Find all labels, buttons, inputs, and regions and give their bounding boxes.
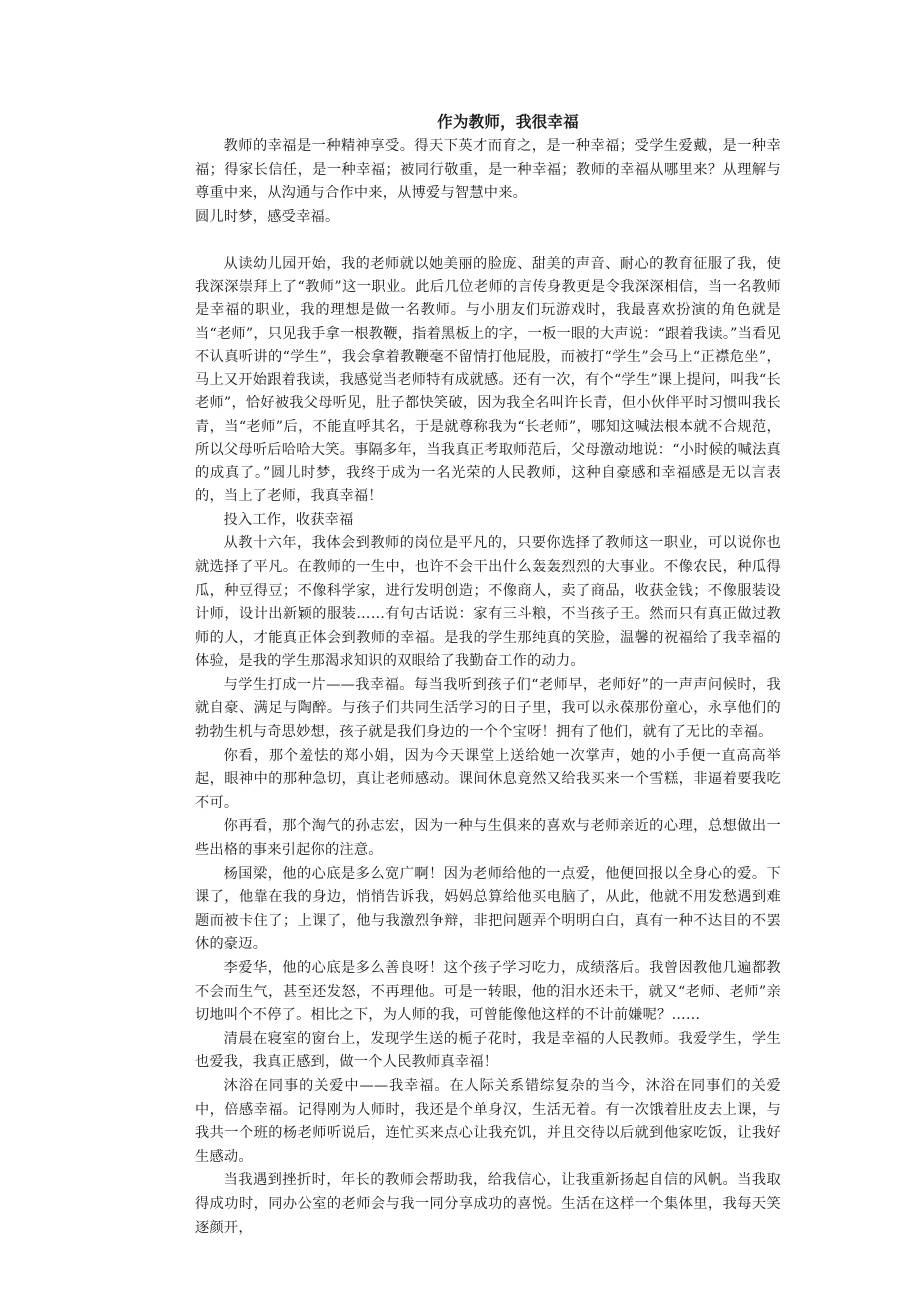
paragraph-zheng-xiaojuan: 你看，那个羞怯的郑小娟，因为今天课堂上送给她一次掌声，她的小手便一直高高举起，眼神中的那种急切，真让老师感动。课间休息竟然又给我买来一个雪糕，非逼着要我吃不可。: [195, 747, 781, 811]
paragraph-li-aihua: 李爱华，他的心底是多么善良呀！这个孩子学习吃力，成绩落后。我曾因教他几遍都教不会而生气，甚至还发怒，不再理他。可是一转眼，他的泪水还未干，就又“老师、老师”亲切地叫个不停了。相比之下，为人师的我，可曾能像他这样的不计前嫌呢？……: [195, 960, 781, 1024]
document-body: [195, 110, 781, 1240]
paragraph-teaching: 从教十六年，我体会到教师的岗位是平凡的，只要你选择了教师这一职业，可以说你也就选择了平凡。在教师的一生中，也许不会干出什么轰轰烈烈的大事业。不像农民，种瓜得瓜，种豆得豆；不像科学家，进行发明创造；不像商人，卖了商品，收获金钱；不像服装设计师，设计出新颖的服装……有句古话说：家有三斗粮，不当孩子王。然而只有真正做过教师的人，才能真正体会到教师的幸福。是我的学生那纯真的笑脸，温馨的祝福给了我幸福的体验，是我的学生那渴求知识的双眼给了我勤奋工作的动力。: [195, 535, 781, 670]
blank-line: [195, 229, 781, 253]
paragraph-childhood: 从读幼儿园开始，我的老师就以她美丽的脸庞、甜美的声音、耐心的教育征服了我，使我深深崇拜上了“教师”这一职业。此后几位老师的言传身教更是令我深深相信，当一名教师是幸福的职业，我的理想是做一名教师。与小朋友们玩游戏时，我最喜欢扮演的角色就是当“老师”，只见我手拿一根教鞭，指着黑板上的字，一板一眼的大声说：“跟着我读。”当看见不认真听讲的“学生”，我会拿着教鞭毫不留情打他屁股，而被打“学生”会马上“正襟危坐”，马上又开始跟着我读，我感觉当老师特有成就感。还有一次，有个“学生”课上提问，叫我“长老师”，恰好被我父母听见，肚子都快笑破，因为我全名叫许长青，但小伙伴平时习惯叫我长青，当“老师”后，不能直呼其名，于是就尊称我为“长老师”，哪知这喊法根本就不合规范，所以父母听后哈哈大笑。事隔多年，当我真正考取师范后，父母激动地说：“小时候的喊法真的成真了。”圆儿时梦，我终于成为一名光荣的人民教师，这种自豪感和幸福感是无以言表的，当上了老师，我真幸福！: [195, 255, 781, 505]
intro-paragraph: 教师的幸福是一种精神享受。得天下英才而育之，是一种幸福；受学生爱戴，是一种幸福；得家长信任，是一种幸福；被同行敬重，是一种幸福；教师的幸福从哪里来？从理解与尊重中来，从沟通与合作中来，从博爱与智慧中来。: [195, 138, 781, 202]
paragraph-sun-zhihong: 你再看，那个淘气的孙志宏，因为一种与生俱来的喜欢与老师亲近的心理，总想做出一些出格的事来引起你的注意。: [195, 818, 781, 859]
paragraph-gardenia: 清晨在寝室的窗台上，发现学生送的栀子花时，我是幸福的人民教师。我爱学生，学生也爱我，我真正感到，做一个人民教师真幸福！: [195, 1030, 781, 1071]
paragraph-colleagues: 沐浴在同事的关爱中——我幸福。在人际关系错综复杂的当今，沐浴在同事们的关爱中，倍感幸福。记得刚为人师时，我还是个单身汉，生活无着。有一次饿着肚皮去上课，与我共一个班的杨老师听说后，连忙买来点心让我充饥，并且交待以后就到他家吃饭，让我好生感动。: [195, 1077, 781, 1165]
paragraph-yang-guoliang: 杨国梁，他的心底是多么宽广啊！因为老师给他的一点爱，他便回报以全身心的爱。下课了，他靠在我的身边，悄悄告诉我，妈妈总算给他买电脑了，从此，他就不用发愁遇到难题而被卡住了；上课了，他与我激烈争辩，非把问题弄个明明白白，真有一种不达目的不罢休的豪迈。: [195, 865, 781, 953]
paragraph-setbacks: 当我遇到挫折时，年长的教师会帮助我，给我信心，让我重新扬起自信的风帆。当我取得成功时，同办公室的老师会与我一同分享成功的喜悦。生活在这样一个集体里，我每天笑逐颜开，: [195, 1172, 781, 1236]
section-heading-childhood: 圆儿时梦，感受幸福。: [195, 208, 340, 225]
section-heading-work: 投入工作，收获幸福: [223, 511, 354, 528]
document-title: 作为教师，我很幸福: [437, 113, 579, 131]
paragraph-with-students: 与学生打成一片——我幸福。每当我听到孩子们“老师早，老师好”的一声声问候时，我就自豪、满足与陶醉。与孩子们共同生活学习的日子里，我可以永葆那份童心，永享他们的勃勃生机与奇思妙想，孩子就是我们身边的一个个宝呀！拥有了他们，就有了无比的幸福。: [195, 676, 781, 741]
